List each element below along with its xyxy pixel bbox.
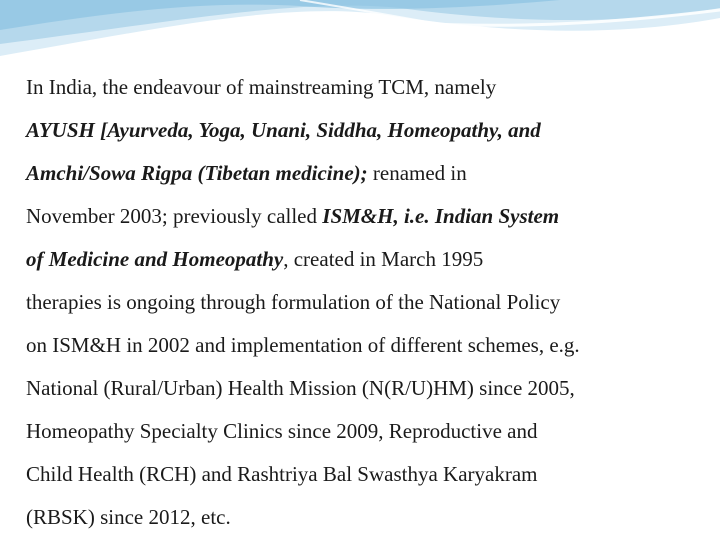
- body-text-run: Child Health (RCH) and Rashtriya Bal Swasthya Karyakram: [26, 462, 538, 486]
- body-text-run: , created in March 1995: [283, 247, 484, 271]
- emphasis-text: ISM&H, i.e. Indian System: [322, 204, 560, 228]
- emphasis-text: Amchi/Sowa Rigpa (Tibetan medicine);: [26, 161, 368, 185]
- paragraph-line: [26, 367, 716, 410]
- emphasis-text: of Medicine and Homeopathy: [26, 247, 284, 271]
- body-text-run: renamed in: [367, 161, 467, 185]
- emphasis-text: AYUSH [Ayurveda, Yoga, Unani, Siddha, Homeopathy, and: [26, 118, 541, 142]
- paragraph-line: [26, 281, 716, 324]
- paragraph-line: [26, 152, 716, 195]
- body-text-run: November 2003; previously called: [26, 204, 323, 228]
- paragraph-line: [26, 324, 716, 367]
- body-text-run: National (Rural/Urban) Health Mission (N(R/U)HM) since 2005,: [26, 376, 575, 400]
- paragraph-line: [26, 109, 716, 152]
- paragraph-line: [26, 66, 716, 109]
- paragraph-line: [26, 410, 716, 453]
- paragraph-line: [26, 195, 716, 238]
- paragraph-line: [26, 238, 716, 281]
- body-text-run: Homeopathy Specialty Clinics since 2009, Reproductive and: [26, 419, 538, 443]
- body-text-run: (RBSK) since 2012, etc.: [26, 505, 231, 529]
- paragraph-line: [26, 496, 716, 539]
- paragraph-line: [26, 453, 716, 496]
- body-paragraph: [26, 66, 716, 539]
- body-text-run: In India, the endeavour of mainstreaming TCM, namely: [26, 75, 497, 99]
- body-text-run: therapies is ongoing through formulation of the National Policy: [26, 290, 561, 314]
- body-text-run: on ISM&H in 2002 and implementation of different schemes, e.g.: [26, 333, 580, 357]
